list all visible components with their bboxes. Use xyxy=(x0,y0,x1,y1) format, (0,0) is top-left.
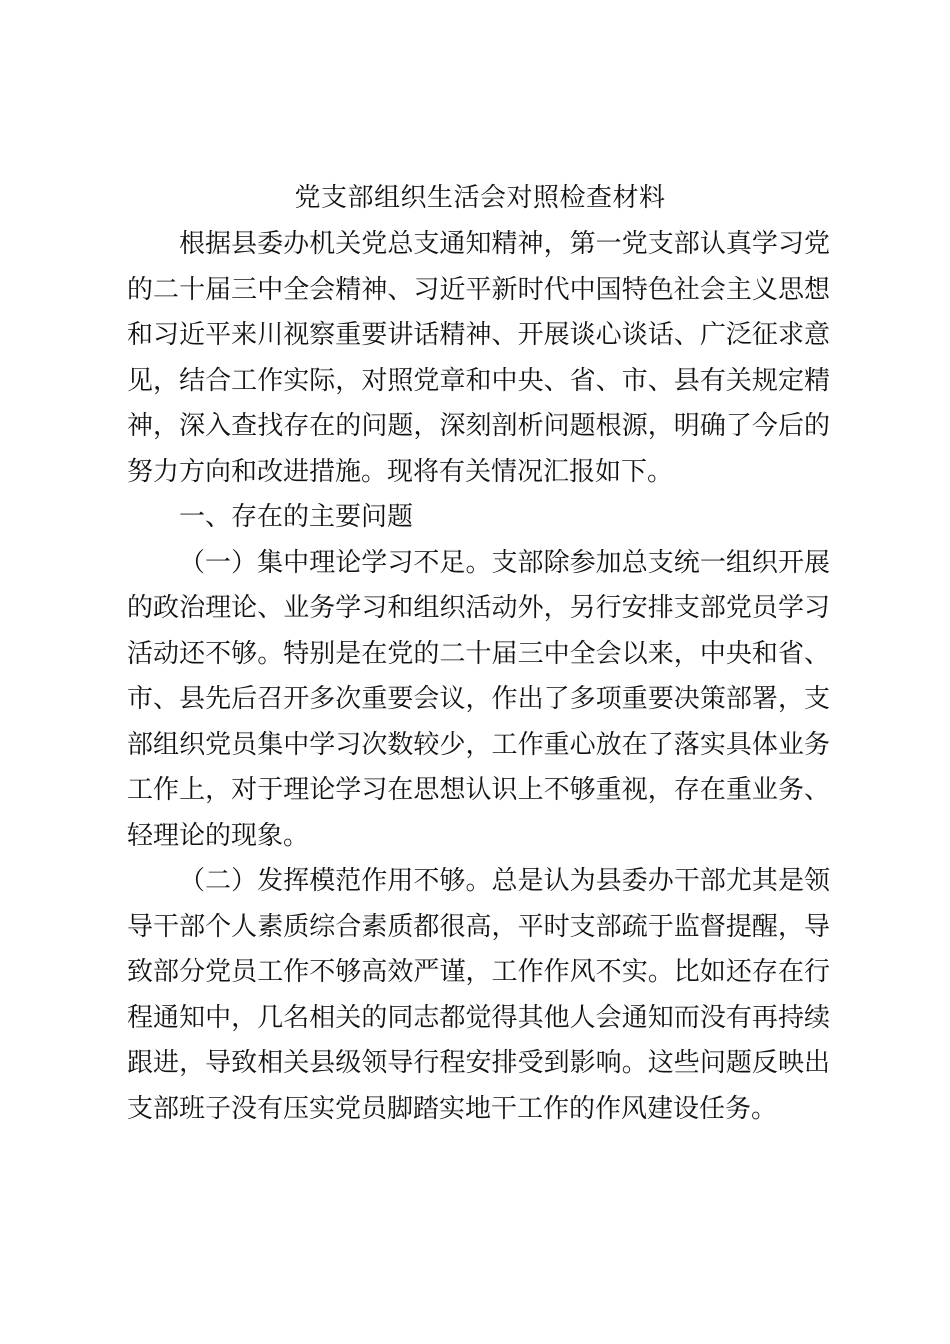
document-title: 党支部组织生活会对照检查材料 xyxy=(294,183,666,213)
section-heading-main-problems: 一、存在的主要问题 xyxy=(179,502,414,532)
problem-1-paragraph: （一）集中理论学习不足。支部除参加总支统一组织开展的政治理论、业务学习和组织活动外，另行安排支部党员学习活动还不够。特别是在党的二十届三中全会以来，中央和省、市、县先后召开多次重要会议，作出了多项重要决策部署，支部组织党员集中学习次数较少，工作重心放在了落实具体业务工作上，对于理论学习在思想认识上不够重视，存在重业务、轻理论的现象。 xyxy=(127,547,830,851)
intro-paragraph: 根据县委办机关党总支通知精神，第一党支部认真学习党的二十届三中全会精神、习近平新时代中国特色社会主义思想和习近平来川视察重要讲话精神、开展谈心谈话、广泛征求意见，结合工作实际，对照党章和中央、省、市、县有关规定精神，深入查找存在的问题，深刻剖析问题根源，明确了今后的努力方向和改进措施。现将有关情况汇报如下。 xyxy=(127,229,830,487)
document-body xyxy=(127,222,830,1132)
problem-2-paragraph: （二）发挥模范作用不够。总是认为县委办干部尤其是领导干部个人素质综合素质都很高，平时支部疏于监督提醒，导致部分党员工作不够高效严谨，工作作风不实。比如还存在行程通知中，几名相关的同志都觉得其他人会通知而没有再持续跟进，导致相关县级领导行程安排受到影响。这些问题反映出支部班子没有压实党员脚踏实地干工作的作风建设任务。 xyxy=(127,866,830,1124)
